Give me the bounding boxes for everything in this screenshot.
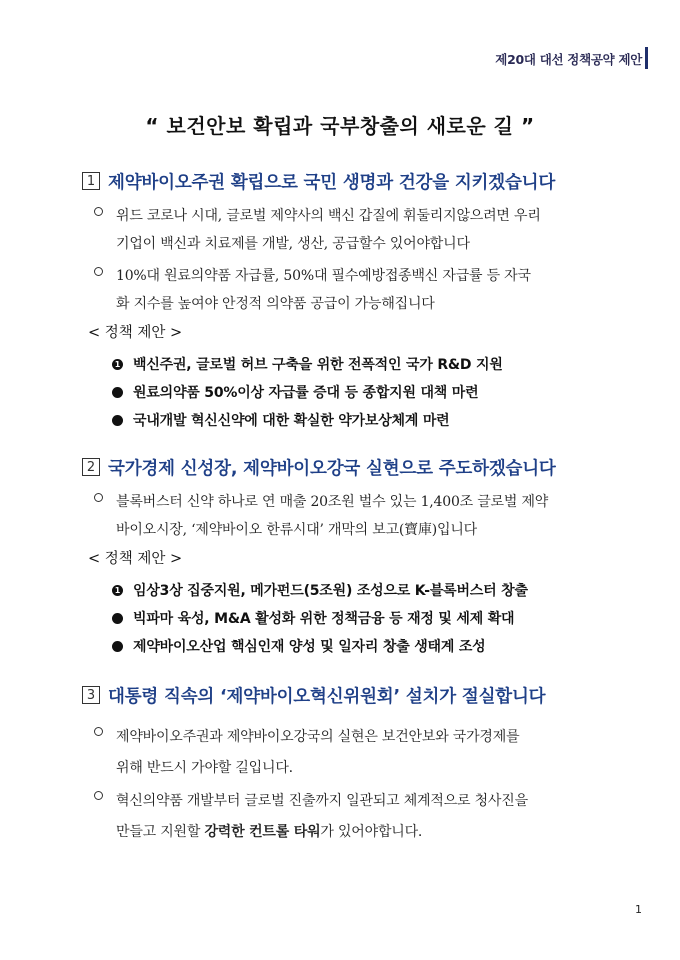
emphasized-text: 강력한 컨트롤 타워 xyxy=(204,824,321,840)
proposal-item xyxy=(82,350,620,378)
section-title: 제약바이오주권 확립으로 국민 생명과 건강을 지키겠습니다 xyxy=(108,172,556,193)
circle-bullet-icon xyxy=(94,727,103,736)
proposal-item xyxy=(82,576,620,604)
proposal-text: 원료의약품 50%이상 자급률 증대 등 종합지원 대책 마련 xyxy=(133,385,479,401)
proposal-item xyxy=(82,604,620,632)
filled-number-bullet-icon: 1 xyxy=(112,359,123,370)
section-title: 국가경제 신성장, 제약바이오강국 실현으로 주도하겠습니다 xyxy=(108,458,556,479)
circle-bullet-icon xyxy=(94,207,103,216)
section-1-heading xyxy=(82,166,620,196)
item-line: 블록버스터 신약 하나로 연 매출 20조원 벌수 있는 1,400조 글로벌 제약 xyxy=(116,494,549,510)
list-item xyxy=(82,722,620,784)
list-item xyxy=(82,262,620,318)
section-2 xyxy=(82,452,620,660)
section-number-box: 1 xyxy=(82,172,100,190)
section-2-heading xyxy=(82,452,620,482)
proposal-text: 임상3상 집중지원, 메가펀드(5조원) 조성으로 K-블록버스터 창출 xyxy=(133,583,528,599)
list-item xyxy=(82,786,620,848)
section-number-box: 2 xyxy=(82,458,100,476)
filled-bullet-icon xyxy=(112,641,123,652)
filled-bullet-icon xyxy=(112,415,123,426)
proposal-text: 빅파마 육성, M&A 활성화 위한 정책금융 등 재정 및 세제 확대 xyxy=(133,611,515,627)
item-line-part: 만들고 지원할 xyxy=(116,824,205,840)
circle-bullet-icon xyxy=(94,493,103,502)
proposal-item xyxy=(82,632,620,660)
item-line: 10%대 원료의약품 자급률, 50%대 필수예방접종백신 자급률 등 자국 xyxy=(116,268,531,284)
list-item xyxy=(82,488,620,544)
filled-bullet-icon xyxy=(112,387,123,398)
circle-bullet-icon xyxy=(94,791,103,800)
proposal-heading: < 정책 제안 > xyxy=(88,551,183,567)
section-3 xyxy=(82,680,620,848)
page-number: 1 xyxy=(635,903,642,916)
header-title: 제20대 대선 정책공약 제안 xyxy=(495,52,642,67)
section-title: 대통령 직속의 ‘제약바이오혁신위원회’ 설치가 절실합니다 xyxy=(108,686,546,707)
item-line: 혁신의약품 개발부터 글로벌 진출까지 일관되고 체계적으로 청사진을 xyxy=(116,793,528,809)
header-accent-bar xyxy=(645,47,648,69)
circle-bullet-icon xyxy=(94,267,103,276)
main-title: “ 보건안보 확립과 국부창출의 새로운 길 ” xyxy=(145,114,535,138)
item-line: 바이오시장, ‘제약바이오 한류시대’ 개막의 보고(寶庫)입니다 xyxy=(116,522,478,538)
item-line: 위해 반드시 가야할 길입니다. xyxy=(116,760,293,776)
section-number-box: 3 xyxy=(82,686,100,704)
list-item xyxy=(82,202,620,258)
filled-bullet-icon xyxy=(112,613,123,624)
proposal-text: 제약바이오산업 핵심인재 양성 및 일자리 창출 생태계 조성 xyxy=(133,639,486,655)
proposal-text: 백신주권, 글로벌 허브 구축을 위한 전폭적인 국가 R&D 지원 xyxy=(133,357,503,373)
proposal-item xyxy=(82,378,620,406)
item-line: 기업이 백신과 치료제를 개발, 생산, 공급할수 있어야합니다 xyxy=(116,236,470,252)
proposal-heading: < 정책 제안 > xyxy=(88,325,183,341)
item-line: 위드 코로나 시대, 글로벌 제약사의 백신 갑질에 휘둘리지않으려면 우리 xyxy=(116,208,541,224)
item-line: 제약바이오주권과 제약바이오강국의 실현은 보건안보와 국가경제를 xyxy=(116,729,520,745)
item-line xyxy=(116,817,620,848)
proposal-item xyxy=(82,406,620,434)
proposal-text: 국내개발 혁신신약에 대한 확실한 약가보상체계 마련 xyxy=(133,413,450,429)
section-1 xyxy=(82,166,620,434)
item-line: 화 지수를 높여야 안정적 의약품 공급이 가능해집니다 xyxy=(116,296,435,312)
item-line-part: 가 있어야합니다. xyxy=(320,824,423,840)
filled-number-bullet-icon: 1 xyxy=(112,585,123,596)
section-3-heading xyxy=(82,680,620,710)
